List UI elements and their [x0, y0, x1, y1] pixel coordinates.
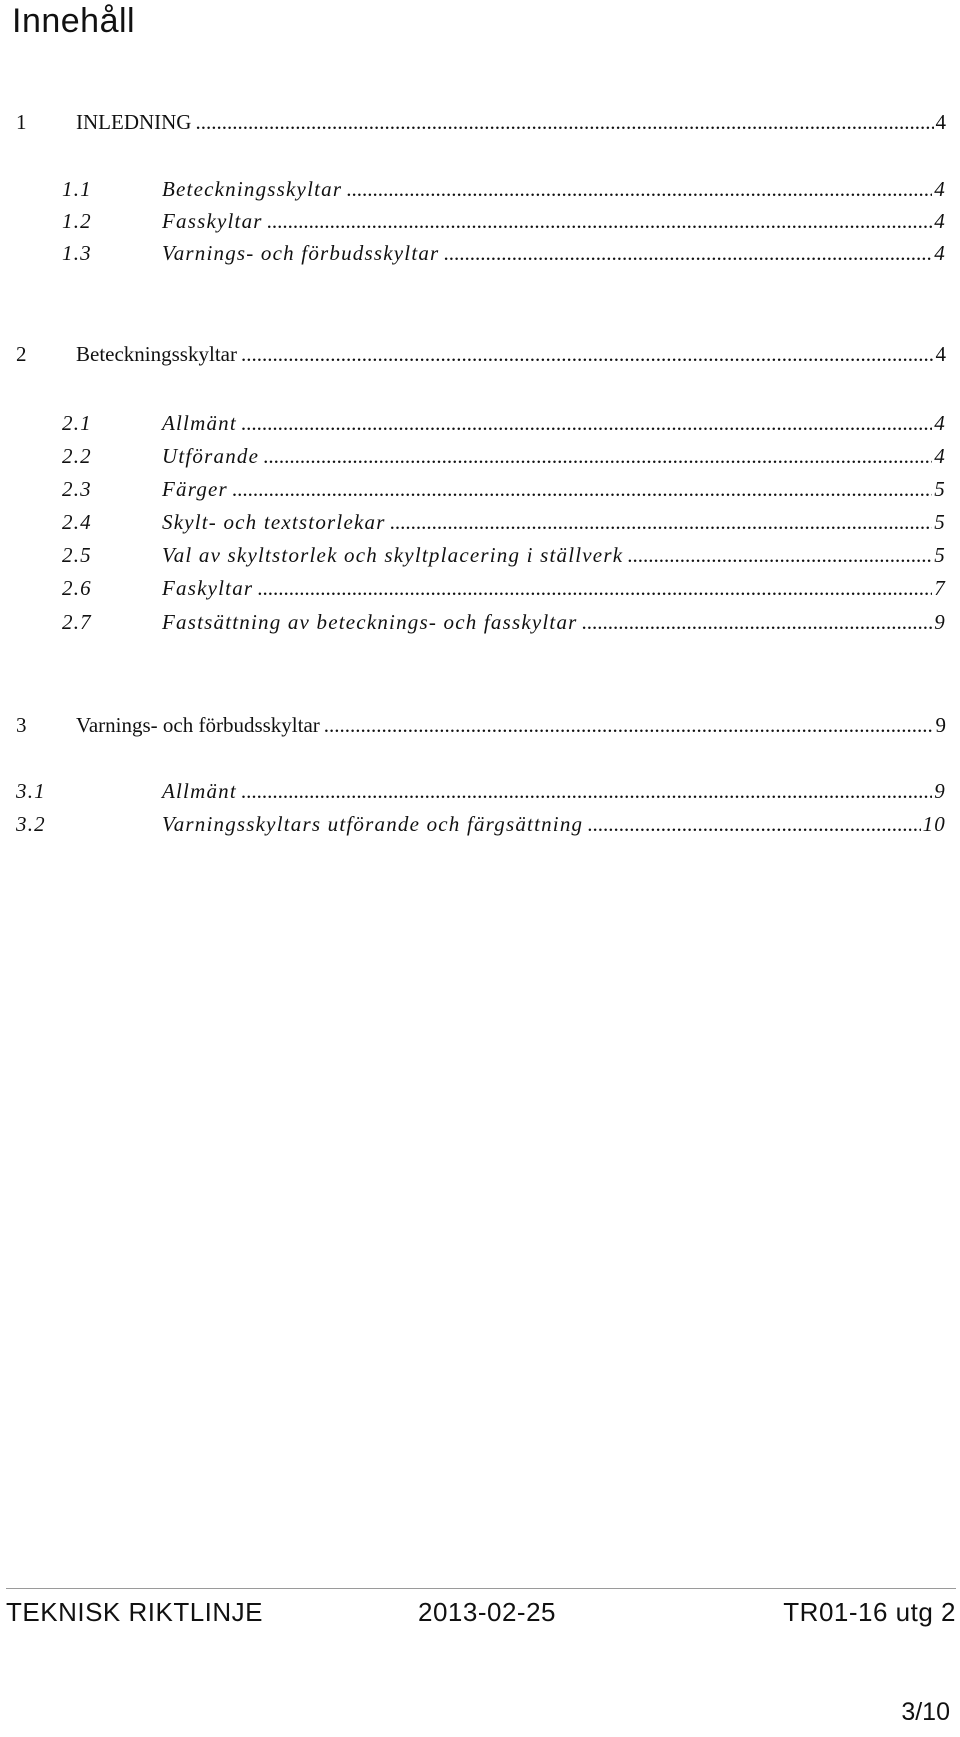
- toc-entry-1-3[interactable]: [16, 241, 946, 269]
- toc-number: 2.4: [62, 510, 92, 534]
- toc-label: Skylt- och textstorlekar: [162, 510, 386, 534]
- toc-label: Fastsättning av betecknings- och fasskyltar: [162, 610, 578, 634]
- toc-page-number: 10: [922, 812, 946, 836]
- toc-entry-2-5[interactable]: [16, 543, 946, 571]
- toc-entry-3-1[interactable]: [16, 779, 946, 807]
- toc-entry-2-7[interactable]: [16, 610, 946, 638]
- toc-page-number: 4: [934, 411, 946, 435]
- toc-page-number: 4: [934, 209, 946, 233]
- toc-leader-dots: [390, 510, 933, 535]
- toc-number: 1.2: [62, 209, 92, 233]
- toc-label: Faskyltar: [162, 576, 254, 600]
- toc-label: Varnings- och förbudsskyltar: [162, 241, 440, 265]
- toc-page-number: 9: [934, 779, 946, 803]
- toc-page-number: 9: [935, 713, 946, 737]
- toc-page-number: 4: [934, 241, 946, 265]
- toc-label: INLEDNING: [76, 110, 192, 134]
- toc-label: Varnings- och förbudsskyltar: [76, 713, 320, 737]
- footer-date: 2013-02-25: [418, 1597, 556, 1627]
- toc-leader-dots: [232, 477, 932, 502]
- footer-divider: [6, 1588, 956, 1589]
- toc-label: Val av skyltstorlek och skyltplacering i ställverk: [162, 543, 624, 567]
- toc-entry-2-6[interactable]: [16, 576, 946, 604]
- toc-entry-3[interactable]: [16, 713, 946, 741]
- footer-document-id: TR01-16 utg 2: [783, 1597, 956, 1627]
- toc-page-number: 5: [934, 477, 946, 501]
- toc-page-number: 4: [935, 110, 946, 134]
- toc-page-number: 5: [934, 543, 946, 567]
- toc-leader-dots: [263, 444, 932, 469]
- toc-leader-dots: [241, 342, 934, 367]
- toc-leader-dots: [257, 576, 932, 601]
- toc-entry-2-1[interactable]: [16, 411, 946, 439]
- toc-label: Allmänt: [162, 411, 237, 435]
- toc-number: 3: [16, 713, 27, 737]
- toc-leader-dots: [241, 779, 932, 804]
- toc-leader-dots: [587, 812, 920, 837]
- toc-entry-1[interactable]: [16, 110, 946, 138]
- page-footer: [6, 1597, 956, 1637]
- toc-number: 2.2: [62, 444, 92, 468]
- toc-number: 2.1: [62, 411, 92, 435]
- toc-number: 2: [16, 342, 27, 366]
- toc-label: Allmänt: [162, 779, 237, 803]
- toc-label: Färger: [162, 477, 228, 501]
- toc-leader-dots: [582, 610, 933, 635]
- toc-number: 2.5: [62, 543, 92, 567]
- toc-number: 1: [16, 110, 27, 134]
- toc-leader-dots: [627, 543, 932, 568]
- toc-page-number: 4: [935, 342, 946, 366]
- toc-leader-dots: [267, 209, 933, 234]
- toc-page-number: 5: [934, 510, 946, 534]
- toc-entry-2-2[interactable]: [16, 444, 946, 472]
- toc-label: Beteckningsskyltar: [76, 342, 237, 366]
- toc-entry-2-4[interactable]: [16, 510, 946, 538]
- toc-label: Beteckningsskyltar: [162, 177, 343, 201]
- toc-page-number: 4: [934, 444, 946, 468]
- toc-label: Fasskyltar: [162, 209, 263, 233]
- toc-entry-3-2[interactable]: [16, 812, 946, 840]
- page-title: Innehåll: [12, 2, 136, 40]
- toc-entry-2-3[interactable]: [16, 477, 946, 505]
- toc-entry-2[interactable]: [16, 342, 946, 370]
- toc-entry-1-1[interactable]: [16, 177, 946, 205]
- toc-number: 3.1: [16, 779, 46, 803]
- toc-entry-1-2[interactable]: [16, 209, 946, 237]
- toc-number: 2.6: [62, 576, 92, 600]
- toc-number: 1.1: [62, 177, 92, 201]
- toc-page-number: 7: [934, 576, 946, 600]
- toc-label: Varningsskyltars utförande och färgsättning: [162, 812, 584, 836]
- toc-number: 1.3: [62, 241, 92, 265]
- toc-leader-dots: [241, 411, 932, 436]
- toc-leader-dots: [195, 110, 933, 135]
- toc-page-number: 9: [934, 610, 946, 634]
- toc-leader-dots: [324, 713, 934, 738]
- toc-number: 2.7: [62, 610, 92, 634]
- toc-leader-dots: [346, 177, 932, 202]
- footer-document-type: TEKNISK RIKTLINJE: [6, 1597, 263, 1627]
- toc-page-number: 4: [934, 177, 946, 201]
- toc-leader-dots: [443, 241, 932, 266]
- toc-number: 3.2: [16, 812, 46, 836]
- toc-label: Utförande: [162, 444, 260, 468]
- page-number: 3/10: [901, 1698, 950, 1726]
- toc-number: 2.3: [62, 477, 92, 501]
